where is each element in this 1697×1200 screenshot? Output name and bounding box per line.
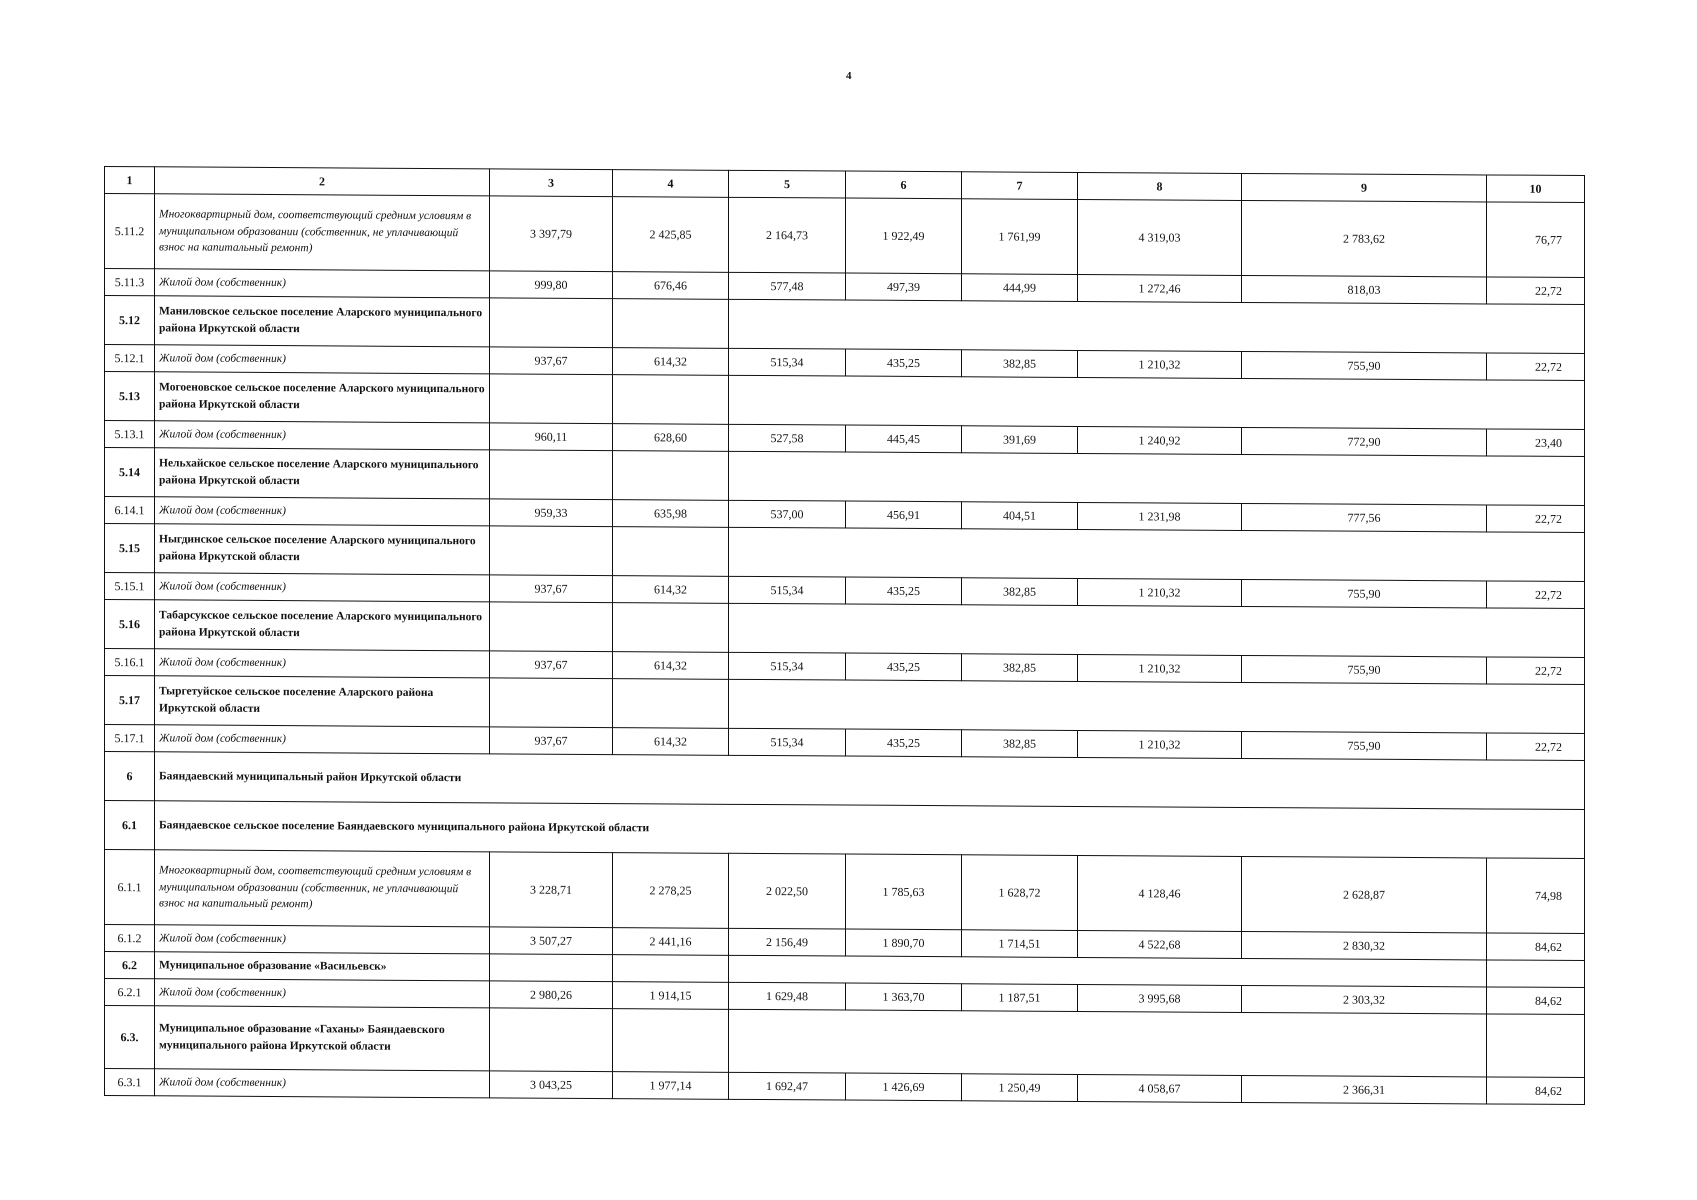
row-code: 6.2.1 (105, 979, 155, 1006)
row-code: 5.17.1 (105, 725, 155, 752)
value-cell: 2 425,85 (613, 197, 729, 273)
value-cell: 628,60 (613, 424, 729, 452)
value-cell: 515,34 (729, 576, 846, 604)
section-row (105, 1006, 1585, 1078)
row-name: Баяндаевский муниципальный район Иркутской области (155, 752, 1585, 810)
value-cell: 614,32 (613, 728, 729, 756)
page-number: 4 (846, 70, 852, 82)
column-number: 3 (490, 169, 613, 197)
row-code: 6.1.1 (105, 850, 155, 925)
value-cell: 1 231,98 (1078, 502, 1242, 530)
value-cell: 1 187,51 (962, 984, 1078, 1012)
row-name: Маниловское сельское поселение Аларского муниципального района Иркутской области (155, 296, 490, 347)
row-name: Многоквартирный дом, соответствующий средним условиям в муниципальном образовании (собственник, не уплачивающий взнос на капитальный ремонт) (155, 850, 490, 927)
row-name: Жилой дом (собственник) (155, 345, 490, 374)
value-cell: 1 890,70 (846, 929, 962, 957)
value-cell: 937,67 (490, 651, 613, 679)
value-cell: 4 522,68 (1078, 930, 1242, 958)
value-cell: 676,46 (613, 272, 729, 300)
row-name: Жилой дом (собственник) (155, 573, 490, 602)
row-code: 6 (105, 752, 155, 801)
value-cell: 1 210,32 (1078, 350, 1242, 378)
row-name: Жилой дом (собственник) (155, 497, 490, 526)
value-cell: 382,85 (962, 578, 1078, 606)
empty-cell (729, 679, 1585, 733)
empty-cell (613, 375, 729, 425)
value-cell: 444,99 (962, 274, 1078, 302)
column-number: 4 (613, 170, 729, 198)
value-cell: 76,77 (1487, 202, 1585, 278)
row-code: 5.16 (105, 600, 155, 649)
value-cell: 4 319,03 (1078, 199, 1242, 275)
tariff-table (104, 166, 1585, 1105)
value-cell: 515,34 (729, 652, 846, 680)
value-cell: 4 058,67 (1078, 1074, 1242, 1102)
value-cell: 22,72 (1487, 581, 1585, 609)
value-cell: 1 272,46 (1078, 274, 1242, 302)
value-cell: 22,72 (1487, 277, 1585, 305)
value-cell: 1 914,15 (613, 982, 729, 1010)
section-row (105, 600, 1585, 658)
row-code: 5.13 (105, 372, 155, 421)
row-name: Табарсукское сельское поселение Аларского муниципального района Иркутской области (155, 600, 490, 651)
empty-cell (613, 1009, 729, 1073)
table-row (105, 194, 1585, 278)
value-cell: 4 128,46 (1078, 855, 1242, 931)
value-cell: 772,90 (1242, 427, 1487, 455)
row-name: Муниципальное образование «Васильевск» (155, 952, 490, 981)
row-code: 5.14 (105, 448, 155, 497)
value-cell: 1 210,32 (1078, 654, 1242, 682)
row-name: Жилой дом (собственник) (155, 925, 490, 954)
value-cell: 1 785,63 (846, 854, 962, 930)
empty-cell (729, 1009, 1487, 1077)
empty-cell (490, 298, 613, 348)
empty-cell (613, 299, 729, 349)
row-name: Нельхайское сельское поселение Аларского муниципального района Иркутской области (155, 448, 490, 499)
value-cell: 2 303,32 (1242, 985, 1487, 1013)
column-number: 5 (729, 170, 846, 198)
value-cell: 515,34 (729, 728, 846, 756)
value-cell: 515,34 (729, 348, 846, 376)
value-cell: 999,80 (490, 271, 613, 299)
row-name: Баяндаевское сельское поселение Баяндаевского муниципального района Иркутской области (155, 801, 1585, 859)
value-cell: 755,90 (1242, 351, 1487, 379)
row-name: Жилой дом (собственник) (155, 1069, 490, 1098)
empty-cell (490, 450, 613, 500)
value-cell: 960,11 (490, 423, 613, 451)
value-cell: 435,25 (846, 577, 962, 605)
value-cell: 527,58 (729, 424, 846, 452)
value-cell: 1 363,70 (846, 983, 962, 1011)
value-cell: 2 441,16 (613, 928, 729, 956)
value-cell: 1 240,92 (1078, 426, 1242, 454)
row-name: Жилой дом (собственник) (155, 269, 490, 298)
section-row (105, 448, 1585, 506)
row-name: Жилой дом (собственник) (155, 421, 490, 450)
value-cell: 435,25 (846, 653, 962, 681)
value-cell: 3 995,68 (1078, 984, 1242, 1012)
empty-cell (613, 679, 729, 729)
row-code: 5.16.1 (105, 649, 155, 676)
value-cell: 1 977,14 (613, 1072, 729, 1100)
value-cell: 937,67 (490, 575, 613, 603)
empty-cell (1487, 960, 1585, 988)
table-row (105, 850, 1585, 934)
value-cell: 2 830,32 (1242, 931, 1487, 959)
row-name: Тыргетуйское сельское поселение Аларского района Иркутской области (155, 676, 490, 727)
value-cell: 1 628,72 (962, 855, 1078, 931)
value-cell: 2 278,25 (613, 853, 729, 929)
value-cell: 614,32 (613, 348, 729, 376)
value-cell: 2 164,73 (729, 197, 846, 273)
value-cell: 614,32 (613, 652, 729, 680)
row-code: 5.12 (105, 296, 155, 345)
column-number: 1 (105, 167, 155, 194)
row-name: Жилой дом (собственник) (155, 649, 490, 678)
row-name: Муниципальное образование «Гаханы» Баяндаевского муниципального района Иркутской области (155, 1006, 490, 1071)
value-cell: 3 507,27 (490, 927, 613, 955)
section-row (105, 372, 1585, 430)
empty-cell (1487, 1014, 1585, 1078)
row-code: 6.3.1 (105, 1069, 155, 1096)
row-code: 5.15.1 (105, 573, 155, 600)
row-code: 5.12.1 (105, 345, 155, 372)
empty-cell (490, 602, 613, 652)
value-cell: 1 714,51 (962, 930, 1078, 958)
value-cell: 74,98 (1487, 858, 1585, 934)
row-name: Жилой дом (собственник) (155, 979, 490, 1008)
value-cell: 22,72 (1487, 505, 1585, 533)
column-number: 8 (1078, 172, 1242, 200)
column-number: 7 (962, 172, 1078, 200)
value-cell: 22,72 (1487, 657, 1585, 685)
value-cell: 382,85 (962, 350, 1078, 378)
section-row (105, 676, 1585, 734)
value-cell: 1 210,32 (1078, 578, 1242, 606)
empty-cell (490, 374, 613, 424)
value-cell: 1 761,99 (962, 199, 1078, 275)
empty-cell (729, 527, 1585, 581)
empty-cell (490, 526, 613, 576)
row-code: 6.2 (105, 952, 155, 979)
value-cell: 497,39 (846, 273, 962, 301)
value-cell: 755,90 (1242, 731, 1487, 759)
row-code: 5.17 (105, 676, 155, 725)
value-cell: 1 250,49 (962, 1074, 1078, 1102)
row-code: 6.3. (105, 1006, 155, 1069)
value-cell: 1 692,47 (729, 1072, 846, 1100)
value-cell: 382,85 (962, 654, 1078, 682)
value-cell: 755,90 (1242, 655, 1487, 683)
value-cell: 84,62 (1487, 987, 1585, 1015)
row-code: 6.14.1 (105, 497, 155, 524)
row-code: 5.11.2 (105, 194, 155, 269)
value-cell: 577,48 (729, 272, 846, 300)
column-number: 9 (1242, 173, 1487, 201)
row-code: 5.11.3 (105, 269, 155, 296)
value-cell: 84,62 (1487, 1077, 1585, 1105)
row-code: 5.15 (105, 524, 155, 573)
row-name: Могоеновское сельское поселение Аларского муниципального района Иркутской области (155, 372, 490, 423)
row-name: Жилой дом (собственник) (155, 725, 490, 754)
empty-cell (729, 451, 1585, 505)
empty-cell (490, 678, 613, 728)
value-cell: 435,25 (846, 729, 962, 757)
value-cell: 3 228,71 (490, 852, 613, 928)
section-row (105, 752, 1585, 810)
value-cell: 2 628,87 (1242, 856, 1487, 932)
value-cell: 84,62 (1487, 933, 1585, 961)
value-cell: 404,51 (962, 502, 1078, 530)
value-cell: 456,91 (846, 501, 962, 529)
value-cell: 1 922,49 (846, 198, 962, 274)
value-cell: 959,33 (490, 499, 613, 527)
value-cell: 2 022,50 (729, 853, 846, 929)
row-code: 5.13.1 (105, 421, 155, 448)
value-cell: 937,67 (490, 727, 613, 755)
value-cell: 614,32 (613, 576, 729, 604)
empty-cell (613, 451, 729, 501)
value-cell: 2 366,31 (1242, 1075, 1487, 1103)
value-cell: 22,72 (1487, 353, 1585, 381)
value-cell: 635,98 (613, 500, 729, 528)
row-code: 6.1.2 (105, 925, 155, 952)
value-cell: 818,03 (1242, 275, 1487, 303)
value-cell: 3 043,25 (490, 1071, 613, 1099)
row-code: 6.1 (105, 801, 155, 850)
value-cell: 755,90 (1242, 579, 1487, 607)
value-cell: 435,25 (846, 349, 962, 377)
column-number: 6 (846, 171, 962, 199)
value-cell: 2 980,26 (490, 981, 613, 1009)
empty-cell (613, 527, 729, 577)
section-row (105, 524, 1585, 582)
empty-cell (613, 955, 729, 983)
value-cell: 2 156,49 (729, 928, 846, 956)
value-cell: 3 397,79 (490, 196, 613, 272)
section-row (105, 296, 1585, 354)
column-number: 2 (155, 167, 490, 196)
value-cell: 22,72 (1487, 733, 1585, 761)
value-cell: 1 629,48 (729, 982, 846, 1010)
value-cell: 937,67 (490, 347, 613, 375)
value-cell: 537,00 (729, 500, 846, 528)
empty-cell (490, 1008, 613, 1072)
empty-cell (729, 299, 1585, 353)
value-cell: 1 210,32 (1078, 730, 1242, 758)
empty-cell (729, 603, 1585, 657)
empty-cell (729, 375, 1585, 429)
value-cell: 391,69 (962, 426, 1078, 454)
empty-cell (613, 603, 729, 653)
value-cell: 2 783,62 (1242, 200, 1487, 276)
value-cell: 23,40 (1487, 429, 1585, 457)
column-number: 10 (1487, 175, 1585, 203)
row-name: Ныгдинское сельское поселение Аларского муниципального района Иркутской области (155, 524, 490, 575)
empty-cell (490, 954, 613, 982)
value-cell: 382,85 (962, 730, 1078, 758)
row-name: Многоквартирный дом, соответствующий средним условиям в муниципальном образовании (собственник, не уплачивающий взнос на капитальный ремонт) (155, 194, 490, 271)
section-row (105, 801, 1585, 859)
value-cell: 1 426,69 (846, 1073, 962, 1101)
value-cell: 445,45 (846, 425, 962, 453)
value-cell: 777,56 (1242, 503, 1487, 531)
